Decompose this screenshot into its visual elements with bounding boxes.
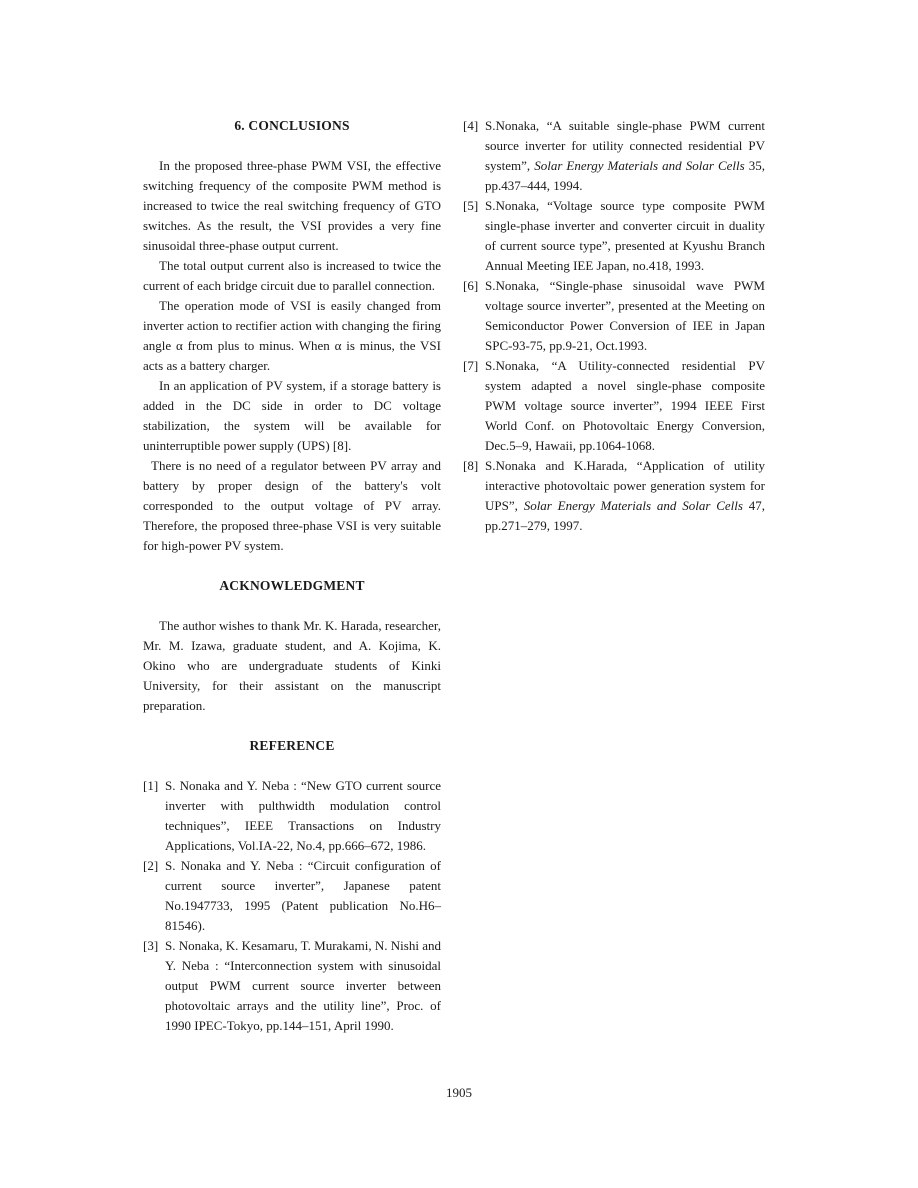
reference-number: [4] [463, 118, 479, 133]
reference-text-tail: 47, pp.271–279, 1997. [485, 498, 765, 533]
reference-journal: Solar Energy Materials and Solar Cells [534, 158, 745, 173]
acknowledgment-heading: ACKNOWLEDGMENT [219, 578, 365, 593]
reference-text-tail: 35, pp.437–444, 1994. [485, 158, 765, 193]
reference-number: [8] [463, 458, 479, 473]
conclusions-heading: 6. CONCLUSIONS [234, 118, 350, 133]
reference-item-6 [463, 276, 765, 356]
reference-list-right [463, 116, 765, 536]
reference-text: S. Nonaka, K. Kesamaru, T. Murakami, N. Nishi and Y. Neba : “Interconnection system with sinusoidal output PWM current source inverter between photovoltaic arrays and the utility line”, Proc. of 1990 IPEC-Tokyo, pp.144–151, April 1990. [165, 938, 441, 1033]
conclusions-paragraph-2: The total output current also is increased to twice the current of each bridge circuit due to parallel connection. [143, 258, 441, 293]
reference-number: [3] [143, 938, 159, 953]
conclusions-paragraph-5: There is no need of a regulator between PV array and battery by proper design of the battery's volt corresponded to the output voltage of PV array. Therefore, the proposed three-phase VSI is very suitable for high-power PV system. [143, 458, 441, 553]
reference-number: [2] [143, 858, 159, 873]
reference-text: S.Nonaka, “A Utility-connected residential PV system adapted a novel single-phase composite PWM voltage source inverter”, 1994 IEEE First World Conf. on Photovoltaic Energy Conversion, Dec.5–9, Hawaii, pp.1064-1068. [485, 358, 765, 453]
reference-item-2 [143, 856, 441, 936]
reference-item-1 [143, 776, 441, 856]
conclusions-paragraph-1: In the proposed three-phase PWM VSI, the effective switching frequency of the composite PWM method is increased to twice the real switching frequency of GTO switches. As the result, the VSI provides a very fine sinusoidal three-phase output current. [143, 158, 441, 253]
reference-text: S.Nonaka, “Single-phase sinusoidal wave PWM voltage source inverter”, presented at the Meeting on Semiconductor Power Conversion of IEE in Japan SPC-93-75, pp.9-21, Oct.1993. [485, 278, 765, 353]
reference-number: [1] [143, 778, 159, 793]
reference-item-7 [463, 356, 765, 456]
reference-text: S. Nonaka and Y. Neba : “Circuit configuration of current source inverter”, Japanese patent No.1947733, 1995 (Patent publication No.H6–81546). [165, 858, 441, 933]
reference-number: [5] [463, 198, 479, 213]
reference-item-3 [143, 936, 441, 1036]
reference-number: [7] [463, 358, 479, 373]
page-number: 1905 [446, 1085, 472, 1100]
reference-journal: Solar Energy Materials and Solar Cells [523, 498, 743, 513]
reference-text: S.Nonaka and K.Harada, “Application of utility interactive photovoltaic power generation system for UPS”, [485, 458, 765, 513]
reference-item-8 [463, 456, 765, 536]
reference-item-4 [463, 116, 765, 196]
acknowledgment-text: The author wishes to thank Mr. K. Harada, researcher, Mr. M. Izawa, graduate student, and A. Kojima, K. Okino who are undergraduate students of Kinki University, for their assistant on the manuscript preparation. [143, 618, 441, 713]
right-column [463, 116, 765, 536]
reference-list-left [143, 776, 441, 1036]
left-column [143, 116, 441, 1036]
conclusions-paragraph-3: The operation mode of VSI is easily changed from inverter action to rectifier action with changing the firing angle α from plus to minus. When α is minus, the VSI acts as a battery charger. [143, 298, 441, 373]
reference-text: S.Nonaka, “Voltage source type composite PWM single-phase inverter and converter circuit in duality of current source type”, presented at Kyushu Branch Annual Meeting IEE Japan, no.418, 1993. [485, 198, 765, 273]
reference-number: [6] [463, 278, 479, 293]
conclusions-paragraph-4: In an application of PV system, if a storage battery is added in the DC side in order to DC voltage stabilization, the system will be available for uninterruptible power supply (UPS) [8]. [143, 378, 441, 453]
reference-item-5 [463, 196, 765, 276]
reference-text: S.Nonaka, “A suitable single-phase PWM current source inverter for utility connected residential PV system”, [485, 118, 765, 173]
reference-heading: REFERENCE [249, 738, 335, 753]
reference-text: S. Nonaka and Y. Neba : “New GTO current source inverter with pulthwidth modulation control techniques”, IEEE Transactions on Industry Applications, Vol.IA-22, No.4, pp.666–672, 1986. [165, 778, 441, 853]
